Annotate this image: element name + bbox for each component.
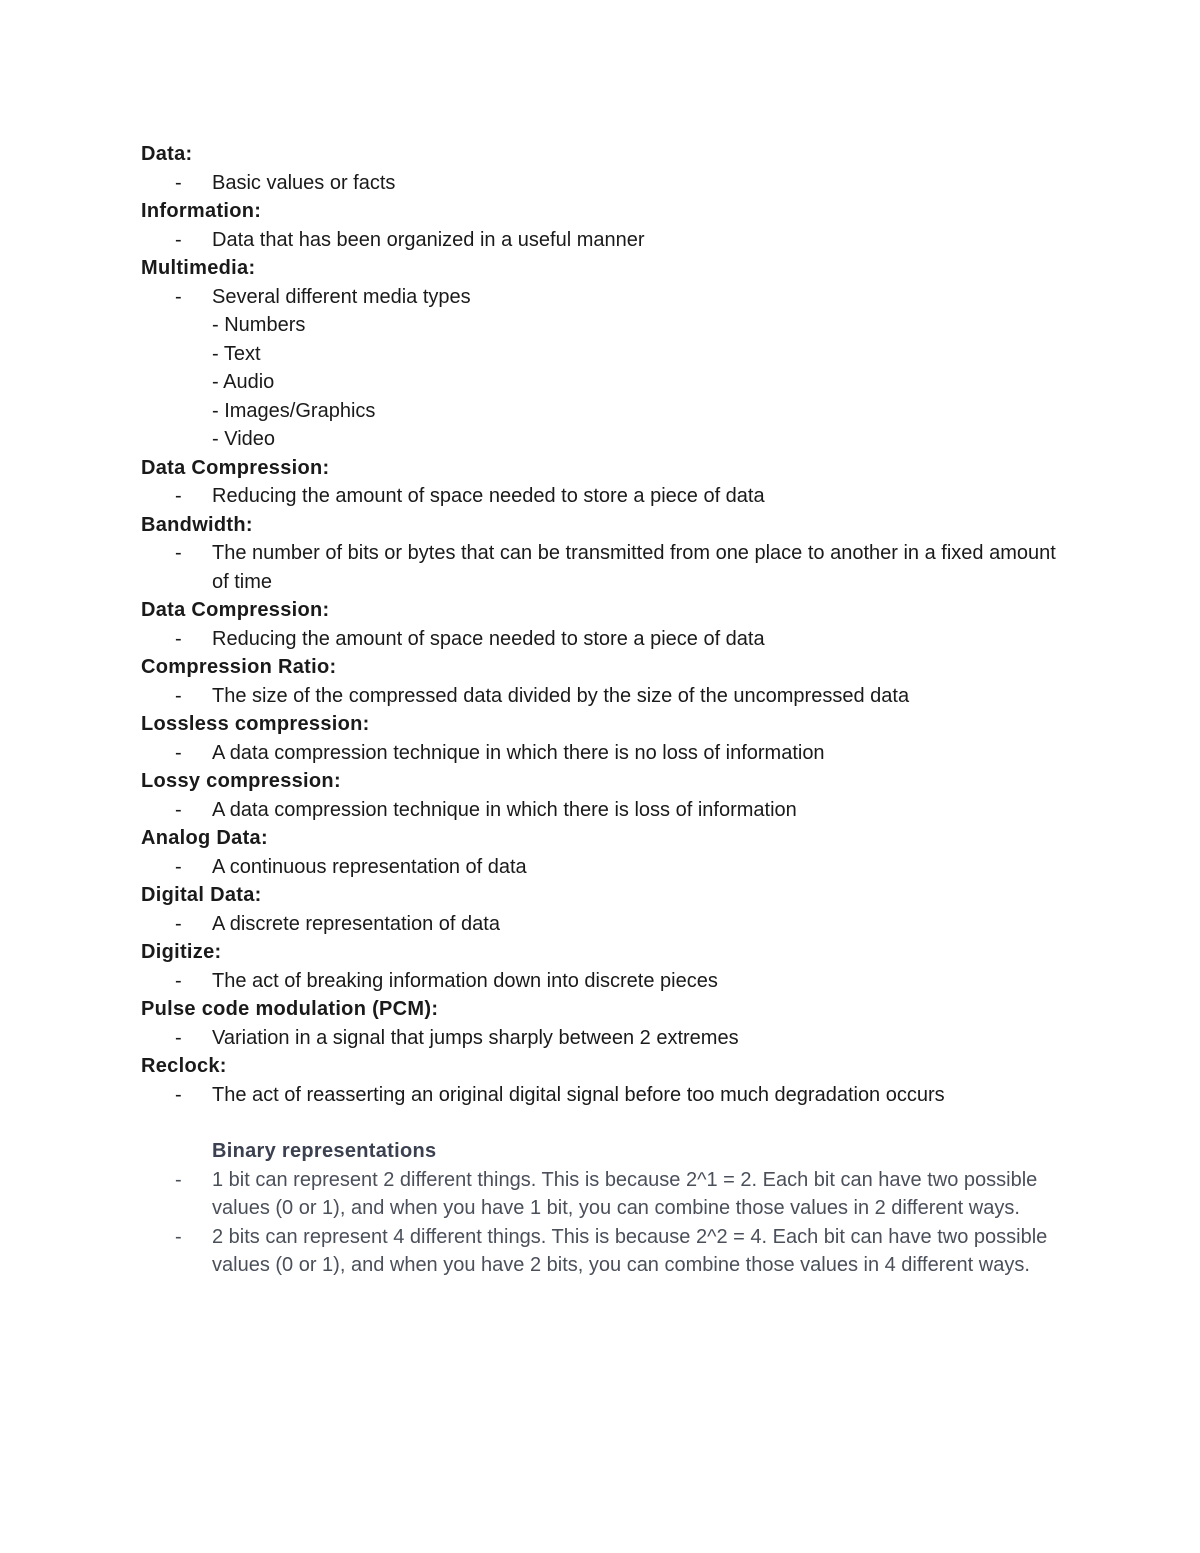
sub-item: - Numbers	[212, 314, 306, 336]
term-heading: Multimedia:	[141, 257, 256, 279]
term-heading: Data Compression:	[141, 456, 330, 479]
term-heading: Data Compression:	[141, 599, 330, 621]
definition-text: Data that has been organized in a useful manner	[212, 228, 645, 251]
binary-text: 2 bits can represent 4 different things. This is because 2^2 = 4. Each bit can have two possible values (0 or 1), and when you have 2 bits, you can combine those values in 4 different ways.	[212, 1225, 1048, 1276]
document-body	[141, 140, 1061, 1280]
term-heading: Lossy compression:	[141, 770, 341, 792]
term-heading: Pulse code modulation (PCM):	[141, 998, 439, 1020]
term-heading: Lossless compression:	[141, 713, 370, 735]
term-heading: Reclock:	[141, 1055, 227, 1077]
bullet-dash: -	[175, 798, 182, 821]
definition-item	[141, 482, 1061, 511]
definition-item	[141, 283, 1061, 312]
bullet-dash: -	[175, 171, 182, 194]
section-heading: Binary representations	[212, 1140, 437, 1162]
term-heading: Digitize:	[141, 941, 222, 963]
bullet-dash: -	[175, 1083, 182, 1106]
term-heading: Compression Ratio:	[141, 656, 337, 678]
definition-text: Reducing the amount of space needed to store a piece of data	[212, 485, 765, 507]
definition-item	[141, 682, 1061, 711]
definition-item	[141, 539, 1061, 596]
bullet-dash: -	[175, 855, 182, 878]
bullet-dash: -	[175, 969, 182, 992]
sub-item: - Images/Graphics	[212, 399, 376, 422]
definition-item	[141, 226, 1061, 255]
definition-text: A discrete representation of data	[212, 912, 500, 935]
definition-item	[141, 625, 1061, 654]
definition-item	[141, 739, 1061, 768]
binary-text: 1 bit can represent 2 different things. This is because 2^1 = 2. Each bit can have two possible values (0 or 1), and when you have 1 bit, you can combine those values in 2 different ways.	[212, 1168, 1038, 1219]
definition-text: The act of reasserting an original digital signal before too much degradation occurs	[212, 1083, 945, 1106]
bullet-dash: -	[175, 627, 182, 650]
definition-text: The size of the compressed data divided by the size of the uncompressed data	[212, 684, 910, 707]
definition-text: The number of bits or bytes that can be transmitted from one place to another in a fixed amount of time	[212, 542, 1056, 593]
definition-item	[141, 1081, 1061, 1110]
definition-text: Several different media types	[212, 285, 471, 308]
bullet-dash: -	[175, 1168, 182, 1191]
bullet-dash: -	[175, 542, 182, 564]
bullet-dash: -	[175, 741, 182, 764]
bullet-dash: -	[175, 485, 182, 507]
definition-text: A data compression technique in which there is loss of information	[212, 798, 797, 821]
definition-text: A data compression technique in which there is no loss of information	[212, 741, 825, 764]
term-heading: Analog Data:	[141, 827, 268, 849]
bullet-dash: -	[175, 1026, 182, 1049]
blank-line	[141, 1109, 1061, 1137]
sub-item: - Video	[212, 428, 276, 450]
bullet-dash: -	[175, 285, 182, 308]
definition-item	[141, 967, 1061, 996]
term-heading: Digital Data:	[141, 884, 262, 906]
definition-item	[141, 169, 1061, 198]
bullet-dash: -	[175, 684, 182, 707]
bullet-dash: -	[175, 1225, 182, 1248]
term-heading: Information:	[141, 200, 262, 222]
definition-item	[141, 1024, 1061, 1053]
definition-item	[141, 910, 1061, 939]
definition-item	[141, 796, 1061, 825]
bullet-dash: -	[175, 912, 182, 935]
binary-item	[141, 1223, 1061, 1280]
term-heading: Data:	[141, 143, 193, 165]
definition-text: Variation in a signal that jumps sharply between 2 extremes	[212, 1026, 739, 1049]
bullet-dash: -	[175, 228, 182, 251]
binary-item	[141, 1166, 1061, 1223]
definition-text: The act of breaking information down into discrete pieces	[212, 969, 718, 992]
definition-item	[141, 853, 1061, 882]
definition-text: A continuous representation of data	[212, 855, 527, 878]
sub-item: - Text	[212, 342, 261, 365]
sub-item: - Audio	[212, 371, 275, 393]
definition-text: Reducing the amount of space needed to store a piece of data	[212, 627, 765, 650]
term-heading: Bandwidth:	[141, 513, 253, 536]
definition-text: Basic values or facts	[212, 171, 396, 194]
